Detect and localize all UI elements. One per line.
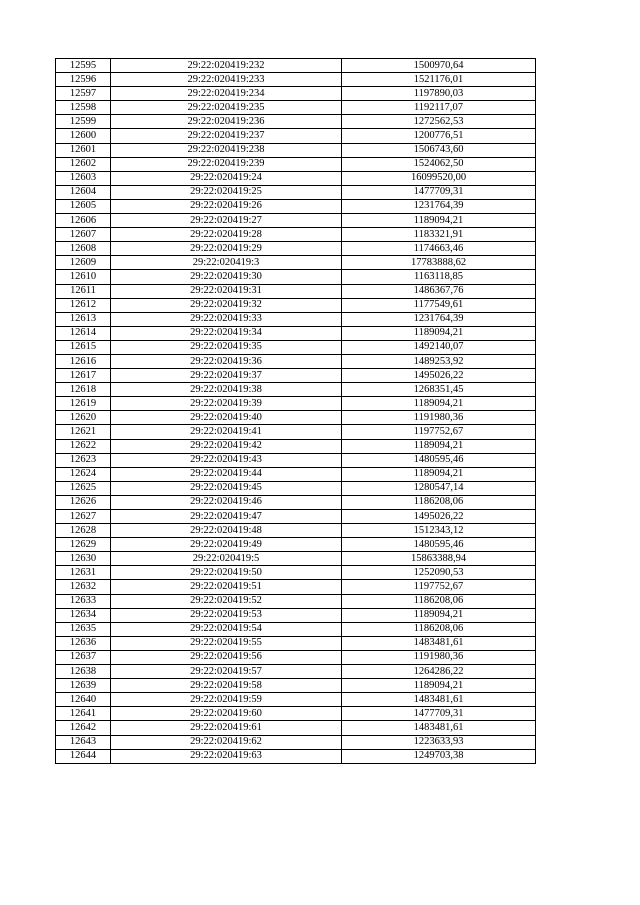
cadastral-value-cell: 17783888,62	[342, 256, 536, 270]
table-row	[56, 566, 536, 580]
cadastral-number-cell: 29:22:020419:232	[111, 59, 342, 73]
cadastral-number-cell: 29:22:020419:46	[111, 495, 342, 509]
table-row	[56, 369, 536, 383]
cadastral-value-cell: 1231764,39	[342, 199, 536, 213]
table-row	[56, 510, 536, 524]
cadastral-value-cell: 1200776,51	[342, 129, 536, 143]
cadastral-number-cell: 29:22:020419:236	[111, 115, 342, 129]
cadastral-number-cell: 29:22:020419:234	[111, 87, 342, 101]
cadastral-value-cell: 1480595,46	[342, 538, 536, 552]
cadastral-number-cell: 29:22:020419:30	[111, 270, 342, 284]
row-number-cell: 12612	[56, 298, 111, 312]
table-row	[56, 608, 536, 622]
table-row	[56, 721, 536, 735]
cadastral-value-cell: 1506743,60	[342, 143, 536, 157]
cadastral-number-cell: 29:22:020419:51	[111, 580, 342, 594]
table-row	[56, 87, 536, 101]
cadastral-number-cell: 29:22:020419:49	[111, 538, 342, 552]
cadastral-number-cell: 29:22:020419:55	[111, 636, 342, 650]
table-row	[56, 171, 536, 185]
cadastral-number-cell: 29:22:020419:57	[111, 665, 342, 679]
row-number-cell: 12604	[56, 185, 111, 199]
row-number-cell: 12626	[56, 495, 111, 509]
cadastral-value-cell: 1252090,53	[342, 566, 536, 580]
cadastral-number-cell: 29:22:020419:53	[111, 608, 342, 622]
table-row	[56, 73, 536, 87]
table-row	[56, 439, 536, 453]
row-number-cell: 12637	[56, 650, 111, 664]
cadastral-number-cell: 29:22:020419:38	[111, 383, 342, 397]
cadastral-value-cell: 1500970,64	[342, 59, 536, 73]
table-row	[56, 242, 536, 256]
table-row	[56, 397, 536, 411]
cadastral-number-cell: 29:22:020419:25	[111, 185, 342, 199]
cadastral-number-cell: 29:22:020419:237	[111, 129, 342, 143]
row-number-cell: 12631	[56, 566, 111, 580]
table-row	[56, 256, 536, 270]
table-row	[56, 326, 536, 340]
cadastral-value-cell: 1480595,46	[342, 453, 536, 467]
row-number-cell: 12629	[56, 538, 111, 552]
cadastral-value-cell: 1495026,22	[342, 369, 536, 383]
cadastral-number-cell: 29:22:020419:24	[111, 171, 342, 185]
cadastral-value-cell: 16099520,00	[342, 171, 536, 185]
row-number-cell: 12609	[56, 256, 111, 270]
row-number-cell: 12611	[56, 284, 111, 298]
row-number-cell: 12640	[56, 693, 111, 707]
row-number-cell: 12643	[56, 735, 111, 749]
cadastral-number-cell: 29:22:020419:238	[111, 143, 342, 157]
row-number-cell: 12634	[56, 608, 111, 622]
cadastral-value-cell: 1223633,93	[342, 735, 536, 749]
row-number-cell: 12628	[56, 524, 111, 538]
cadastral-value-cell: 1483481,61	[342, 636, 536, 650]
cadastral-value-cell: 1264286,22	[342, 665, 536, 679]
cadastral-number-cell: 29:22:020419:58	[111, 679, 342, 693]
table-row	[56, 495, 536, 509]
table-row	[56, 453, 536, 467]
cadastral-value-cell: 1189094,21	[342, 608, 536, 622]
cadastral-value-cell: 1483481,61	[342, 693, 536, 707]
table-row	[56, 552, 536, 566]
cadastral-number-cell: 29:22:020419:5	[111, 552, 342, 566]
row-number-cell: 12597	[56, 87, 111, 101]
table-row	[56, 707, 536, 721]
cadastral-number-cell: 29:22:020419:63	[111, 749, 342, 763]
row-number-cell: 12618	[56, 383, 111, 397]
table-row	[56, 228, 536, 242]
cadastral-value-cell: 1174663,46	[342, 242, 536, 256]
row-number-cell: 12632	[56, 580, 111, 594]
row-number-cell: 12602	[56, 157, 111, 171]
cadastral-value-cell: 1186208,06	[342, 622, 536, 636]
cadastral-number-cell: 29:22:020419:43	[111, 453, 342, 467]
cadastral-value-cell: 1477709,31	[342, 185, 536, 199]
cadastral-number-cell: 29:22:020419:26	[111, 199, 342, 213]
cadastral-number-cell: 29:22:020419:33	[111, 312, 342, 326]
row-number-cell: 12619	[56, 397, 111, 411]
row-number-cell: 12595	[56, 59, 111, 73]
row-number-cell: 12622	[56, 439, 111, 453]
table-row	[56, 524, 536, 538]
row-number-cell: 12621	[56, 425, 111, 439]
cadastral-number-cell: 29:22:020419:47	[111, 510, 342, 524]
cadastral-number-cell: 29:22:020419:60	[111, 707, 342, 721]
cadastral-value-cell: 1177549,61	[342, 298, 536, 312]
cadastral-number-cell: 29:22:020419:32	[111, 298, 342, 312]
cadastral-number-cell: 29:22:020419:27	[111, 214, 342, 228]
cadastral-value-cell: 1189094,21	[342, 214, 536, 228]
cadastral-number-cell: 29:22:020419:37	[111, 369, 342, 383]
row-number-cell: 12615	[56, 340, 111, 354]
table-row	[56, 143, 536, 157]
cadastral-number-cell: 29:22:020419:3	[111, 256, 342, 270]
table-row	[56, 199, 536, 213]
cadastral-value-cell: 1189094,21	[342, 467, 536, 481]
table-row	[56, 270, 536, 284]
table-row	[56, 129, 536, 143]
table-row	[56, 312, 536, 326]
row-number-cell: 12635	[56, 622, 111, 636]
cadastral-number-cell: 29:22:020419:41	[111, 425, 342, 439]
table-row	[56, 467, 536, 481]
row-number-cell: 12608	[56, 242, 111, 256]
cadastral-value-cell: 1163118,85	[342, 270, 536, 284]
cadastral-value-cell: 1191980,36	[342, 650, 536, 664]
cadastral-number-cell: 29:22:020419:35	[111, 340, 342, 354]
table-row	[56, 580, 536, 594]
row-number-cell: 12633	[56, 594, 111, 608]
table-row	[56, 679, 536, 693]
cadastral-number-cell: 29:22:020419:50	[111, 566, 342, 580]
cadastral-value-cell: 1197752,67	[342, 425, 536, 439]
cadastral-value-cell: 1489253,92	[342, 354, 536, 368]
cadastral-value-cell: 1249703,38	[342, 749, 536, 763]
row-number-cell: 12627	[56, 510, 111, 524]
row-number-cell: 12638	[56, 665, 111, 679]
cadastral-value-cell: 1521176,01	[342, 73, 536, 87]
row-number-cell: 12605	[56, 199, 111, 213]
row-number-cell: 12610	[56, 270, 111, 284]
row-number-cell: 12636	[56, 636, 111, 650]
cadastral-value-cell: 1189094,21	[342, 326, 536, 340]
table-row	[56, 284, 536, 298]
row-number-cell: 12623	[56, 453, 111, 467]
row-number-cell: 12599	[56, 115, 111, 129]
row-number-cell: 12613	[56, 312, 111, 326]
table-row	[56, 749, 536, 763]
row-number-cell: 12639	[56, 679, 111, 693]
cadastral-number-cell: 29:22:020419:233	[111, 73, 342, 87]
table-row	[56, 665, 536, 679]
row-number-cell: 12620	[56, 411, 111, 425]
cadastral-value-cell: 1197890,03	[342, 87, 536, 101]
table-row	[56, 594, 536, 608]
table-row	[56, 354, 536, 368]
cadastral-value-cell: 1492140,07	[342, 340, 536, 354]
cadastral-number-cell: 29:22:020419:52	[111, 594, 342, 608]
table-row	[56, 425, 536, 439]
cadastral-value-table	[55, 58, 536, 764]
row-number-cell: 12614	[56, 326, 111, 340]
table-row	[56, 298, 536, 312]
cadastral-value-cell: 1189094,21	[342, 397, 536, 411]
table-row	[56, 383, 536, 397]
row-number-cell: 12644	[56, 749, 111, 763]
table-row	[56, 101, 536, 115]
cadastral-number-cell: 29:22:020419:28	[111, 228, 342, 242]
table-row	[56, 735, 536, 749]
table-body	[56, 59, 536, 764]
cadastral-number-cell: 29:22:020419:239	[111, 157, 342, 171]
cadastral-value-cell: 1268351,45	[342, 383, 536, 397]
table-row	[56, 185, 536, 199]
cadastral-number-cell: 29:22:020419:54	[111, 622, 342, 636]
cadastral-value-cell: 1483481,61	[342, 721, 536, 735]
cadastral-value-cell: 1272562,53	[342, 115, 536, 129]
row-number-cell: 12624	[56, 467, 111, 481]
row-number-cell: 12596	[56, 73, 111, 87]
row-number-cell: 12641	[56, 707, 111, 721]
cadastral-number-cell: 29:22:020419:40	[111, 411, 342, 425]
row-number-cell: 12630	[56, 552, 111, 566]
table-row	[56, 650, 536, 664]
table-row	[56, 214, 536, 228]
table-row	[56, 340, 536, 354]
row-number-cell: 12598	[56, 101, 111, 115]
cadastral-value-cell: 1197752,67	[342, 580, 536, 594]
table-row	[56, 481, 536, 495]
cadastral-number-cell: 29:22:020419:44	[111, 467, 342, 481]
cadastral-number-cell: 29:22:020419:36	[111, 354, 342, 368]
row-number-cell: 12606	[56, 214, 111, 228]
cadastral-value-cell: 1280547,14	[342, 481, 536, 495]
cadastral-number-cell: 29:22:020419:48	[111, 524, 342, 538]
row-number-cell: 12603	[56, 171, 111, 185]
cadastral-value-cell: 1512343,12	[342, 524, 536, 538]
cadastral-number-cell: 29:22:020419:31	[111, 284, 342, 298]
table-row	[56, 538, 536, 552]
cadastral-number-cell: 29:22:020419:61	[111, 721, 342, 735]
cadastral-value-cell: 15863388,94	[342, 552, 536, 566]
cadastral-value-cell: 1183321,91	[342, 228, 536, 242]
cadastral-value-cell: 1192117,07	[342, 101, 536, 115]
cadastral-value-cell: 1189094,21	[342, 439, 536, 453]
row-number-cell: 12642	[56, 721, 111, 735]
cadastral-value-cell: 1495026,22	[342, 510, 536, 524]
cadastral-number-cell: 29:22:020419:62	[111, 735, 342, 749]
table-row	[56, 115, 536, 129]
cadastral-number-cell: 29:22:020419:59	[111, 693, 342, 707]
cadastral-value-cell: 1477709,31	[342, 707, 536, 721]
cadastral-number-cell: 29:22:020419:39	[111, 397, 342, 411]
row-number-cell: 12600	[56, 129, 111, 143]
cadastral-value-cell: 1186208,06	[342, 594, 536, 608]
cadastral-value-cell: 1524062,50	[342, 157, 536, 171]
cadastral-value-cell: 1486367,76	[342, 284, 536, 298]
document-page	[55, 58, 535, 764]
row-number-cell: 12617	[56, 369, 111, 383]
cadastral-number-cell: 29:22:020419:34	[111, 326, 342, 340]
cadastral-number-cell: 29:22:020419:42	[111, 439, 342, 453]
cadastral-number-cell: 29:22:020419:235	[111, 101, 342, 115]
row-number-cell: 12625	[56, 481, 111, 495]
row-number-cell: 12601	[56, 143, 111, 157]
cadastral-value-cell: 1191980,36	[342, 411, 536, 425]
row-number-cell: 12607	[56, 228, 111, 242]
table-row	[56, 693, 536, 707]
row-number-cell: 12616	[56, 354, 111, 368]
cadastral-number-cell: 29:22:020419:45	[111, 481, 342, 495]
table-row	[56, 59, 536, 73]
table-row	[56, 157, 536, 171]
table-row	[56, 411, 536, 425]
cadastral-number-cell: 29:22:020419:29	[111, 242, 342, 256]
cadastral-value-cell: 1189094,21	[342, 679, 536, 693]
cadastral-value-cell: 1186208,06	[342, 495, 536, 509]
table-row	[56, 622, 536, 636]
cadastral-value-cell: 1231764,39	[342, 312, 536, 326]
table-row	[56, 636, 536, 650]
cadastral-number-cell: 29:22:020419:56	[111, 650, 342, 664]
